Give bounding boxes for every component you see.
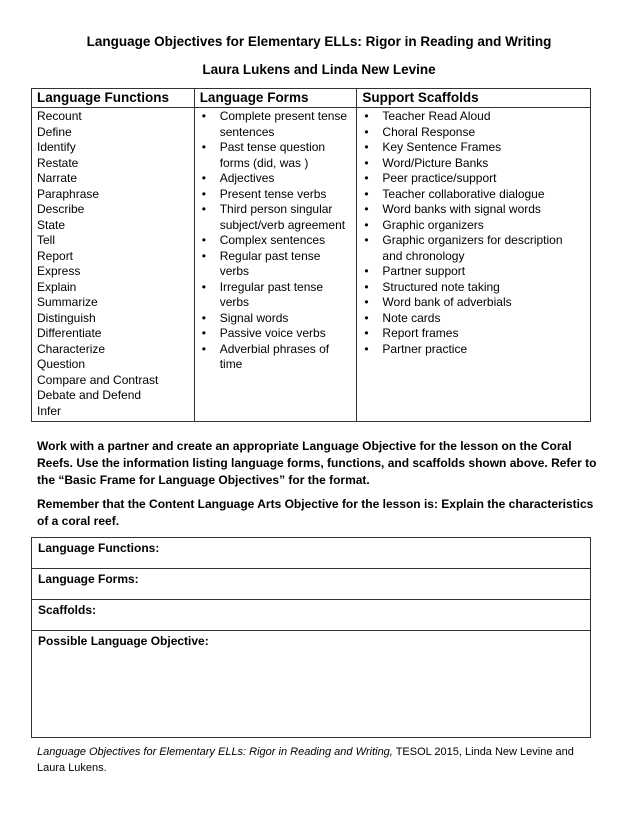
list-item: • Teacher collaborative dialogue bbox=[362, 187, 585, 203]
table-body-row bbox=[32, 108, 591, 422]
form-possible-language-objective[interactable]: Possible Language Objective: bbox=[32, 631, 591, 738]
header-language-forms: Language Forms bbox=[194, 89, 357, 108]
list-item: Report bbox=[37, 248, 74, 263]
form-language-forms[interactable]: Language Forms: bbox=[32, 569, 591, 600]
list-item: Tell bbox=[37, 233, 56, 247]
citation-footer bbox=[37, 745, 587, 776]
content-objective-paragraph: Remember that the Content Language Arts Objective for the lesson is: Explain the characteristics of a coral reef. bbox=[37, 497, 594, 528]
list-item: Paraphrase bbox=[37, 186, 100, 201]
form-scaffolds[interactable]: Scaffolds: bbox=[32, 600, 591, 631]
list-item: • Teacher Read Aloud bbox=[362, 109, 585, 125]
list-item: • Adverbial phrases of time bbox=[200, 342, 352, 373]
list-item: • Note cards bbox=[362, 311, 585, 327]
list-item: • Peer practice/support bbox=[362, 171, 585, 187]
document-authors: Laura Lukens and Linda New Levine bbox=[202, 62, 436, 77]
citation-title: Language Objectives for Elementary ELLs: Rigor in Reading and Writing, bbox=[37, 746, 393, 758]
objective-form-table bbox=[31, 537, 591, 738]
list-item: • Graphic organizers for description and chronology bbox=[362, 233, 585, 264]
list-item: • Structured note taking bbox=[362, 280, 585, 296]
list-item: • Key Sentence Frames bbox=[362, 140, 585, 156]
functions-cell bbox=[32, 108, 195, 422]
list-item: • Signal words bbox=[200, 311, 352, 327]
list-item: Summarize bbox=[37, 295, 98, 309]
list-item: State bbox=[37, 217, 66, 232]
list-item: • Third person singular subject/verb agreement bbox=[200, 202, 352, 233]
objectives-table bbox=[31, 88, 591, 422]
list-item: Explain bbox=[37, 279, 77, 294]
list-item: Compare and Contrast bbox=[37, 372, 159, 387]
scaffolds-list bbox=[362, 109, 585, 357]
list-item: • Report frames bbox=[362, 326, 585, 342]
forms-cell bbox=[194, 108, 357, 422]
list-item: • Word/Picture Banks bbox=[362, 156, 585, 172]
list-item: • Complete present tense sentences bbox=[200, 109, 352, 140]
list-item: • Partner support bbox=[362, 264, 585, 280]
list-item: • Present tense verbs bbox=[200, 187, 352, 203]
scaffolds-cell bbox=[357, 108, 591, 422]
list-item: Question bbox=[37, 357, 86, 371]
list-item: Debate and Defend bbox=[37, 388, 142, 402]
list-item: Restate bbox=[37, 155, 79, 170]
list-item: • Complex sentences bbox=[200, 233, 352, 249]
list-item: Infer bbox=[37, 403, 62, 418]
list-item: Define bbox=[37, 124, 72, 139]
form-language-functions[interactable]: Language Functions: bbox=[32, 538, 591, 569]
list-item: Describe bbox=[37, 202, 85, 216]
list-item: Differentiate bbox=[37, 326, 102, 340]
header-support-scaffolds: Support Scaffolds bbox=[357, 89, 591, 108]
list-item: Identify bbox=[37, 140, 76, 154]
list-item: • Irregular past tense verbs bbox=[200, 280, 352, 311]
list-item: Recount bbox=[37, 109, 82, 123]
forms-list bbox=[200, 109, 352, 373]
list-item: • Word banks with signal words bbox=[362, 202, 585, 218]
table-header-row bbox=[32, 89, 591, 108]
list-item: • Adjectives bbox=[200, 171, 352, 187]
list-item: • Past tense question forms (did, was ) bbox=[200, 140, 352, 171]
document-title: Language Objectives for Elementary ELLs: Rigor in Reading and Writing bbox=[86, 34, 552, 49]
list-item: Narrate bbox=[37, 171, 78, 185]
list-item: Characterize bbox=[37, 341, 106, 356]
header-language-functions: Language Functions bbox=[32, 89, 195, 108]
citation-rest: TESOL 2015, Linda New Levine and Laura Lukens. bbox=[37, 746, 574, 774]
list-item: • Regular past tense verbs bbox=[200, 249, 352, 280]
list-item: Distinguish bbox=[37, 310, 96, 325]
list-item: • Passive voice verbs bbox=[200, 326, 352, 342]
list-item: • Word bank of adverbials bbox=[362, 295, 585, 311]
list-item: • Choral Response bbox=[362, 125, 585, 141]
list-item: Express bbox=[37, 264, 81, 278]
list-item: • Partner practice bbox=[362, 342, 585, 358]
instructions-paragraph: Work with a partner and create an appropriate Language Objective for the lesson on the Coral Reefs. Use the information listing language forms, functions, and scaffolds shown above. Refer to the “Basic Frame for Language Objectives” for the format. bbox=[37, 439, 597, 487]
list-item: • Graphic organizers bbox=[362, 218, 585, 234]
